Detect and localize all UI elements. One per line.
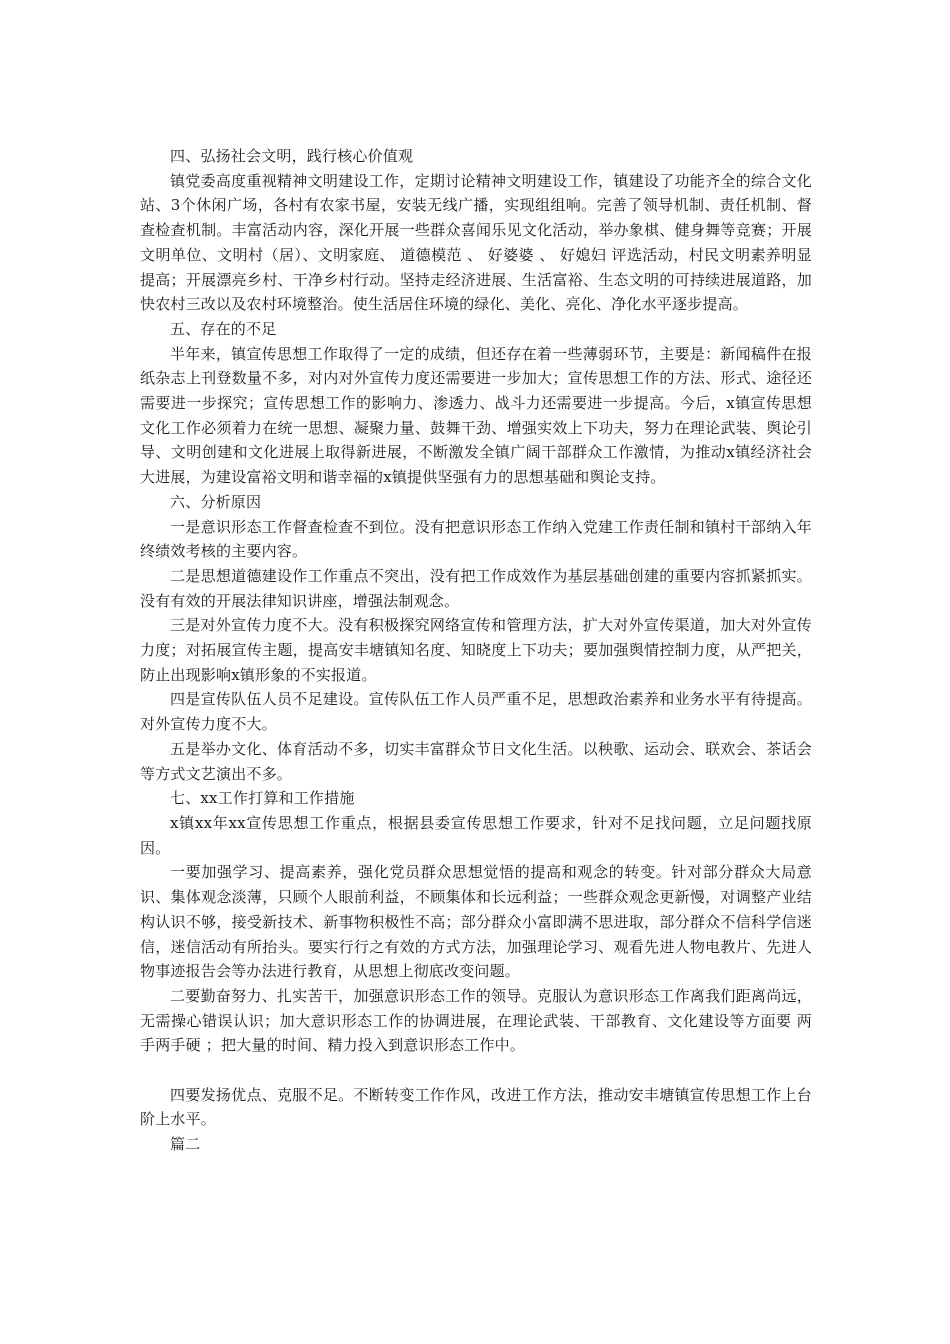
document-page [140, 144, 812, 1157]
section-heading-7: 七、xx工作打算和工作措施 [170, 789, 355, 808]
paragraph: 四要发扬优点、克服不足。不断转变工作作风，改进工作方法，推动安丰塘镇宣传思想工作上台阶上水平。 [140, 1085, 812, 1129]
blank-line [140, 1058, 812, 1083]
paragraph: 一是意识形态工作督查检查不到位。没有把意识形态工作纳入党建工作责任制和镇村干部纳入年终绩效考核的主要内容。 [140, 517, 812, 561]
paragraph: 四是宣传队伍人员不足建设。宣传队伍工作人员严重不足，思想政治素养和业务水平有待提高。对外宣传力度不大。 [140, 690, 812, 734]
paragraph: 五是举办文化、体育活动不多，切实丰富群众节日文化生活。以秧歌、运动会、联欢会、茶话会等方式文艺演出不多。 [140, 739, 812, 783]
paragraph: 半年来，镇宣传思想工作取得了一定的成绩，但还存在着一些薄弱环节，主要是：新闻稿件在报纸杂志上刊登数量不多，对内对外宣传力度还需要进一步加大；宣传思想工作的方法、形式、途径还需要进一步探究；宣传思想工作的影响力、渗透力、战斗力还需要进一步提高。今后，x镇宣传思想文化工作必须着力在统一思想、凝聚力量、鼓舞干劲、增强实效上下功夫，努力在理论武装、舆论引导、文明创建和文化进展上取得新进展，不断激发全镇广阔干部群众工作激情，为推动x镇经济社会大进展，为建设富裕文明和谐幸福的x镇提供坚强有力的思想基础和舆论支持。 [140, 344, 812, 487]
paragraph: 三是对外宣传力度不大。没有积极探究网络宣传和管理方法，扩大对外宣传渠道，加大对外宣传力度；对拓展宣传主题，提高安丰塘镇知名度、知晓度上下功夫；要加强舆情控制力度，从严把关，防止出现影响x镇形象的不实报道。 [140, 616, 812, 684]
paragraph: 镇党委高度重视精神文明建设工作，定期讨论精神文明建设工作，镇建设了功能齐全的综合文化站、3个休闲广场，各村有农家书屋，安装无线广播，实现组组响。完善了领导机制、责任机制、督查检查机制。丰富活动内容，深化开展一些群众喜闻乐见文化活动，举办象棋、健身舞等竞赛；开展文明单位、文明村（居）、文明家庭、 道德模范 、 好婆婆 、 好媳妇 评选活动，村民文明素养明显提高；开展漂亮乡村、干净乡村行动。坚持走经济进展、生活富裕、生态文明的可持续进展道路，加快农村三改以及农村环境整治。使生活居住环境的绿化、美化、亮化、净化水平逐步提高。 [140, 171, 812, 314]
paragraph: x镇xx年xx宣传思想工作重点，根据县委宣传思想工作要求，针对不足找问题，立足问题找原因。 [140, 813, 812, 857]
paragraph: 二要勤奋努力、扎实苦干，加强意识形态工作的领导。克服认为意识形态工作离我们距离尚远，无需操心错误认识；加大意识形态工作的协调进展，在理论武装、干部教育、文化建设等方面要 两手两手硬 ；把大量的时间、精力投入到意识形态工作中。 [140, 986, 812, 1055]
part-two-heading: 篇二 [170, 1135, 201, 1154]
section-heading-4: 四、弘扬社会文明，践行核心价值观 [170, 147, 414, 165]
section-heading-5: 五、存在的不足 [170, 319, 277, 338]
section-heading-6: 六、分析原因 [170, 492, 262, 511]
paragraph: 一要加强学习、提高素养，强化党员群众思想觉悟的提高和观念的转变。针对部分群众大局意识、集体观念淡薄，只顾个人眼前利益，不顾集体和长远利益；一些群众观念更新慢，对调整产业结构认识不够，接受新技术、新事物积极性不高；部分群众小富即满不思进取，部分群众不信科学信迷信，迷信活动有所抬头。要实行行之有效的方式方法，加强理论学习、观看先进人物电教片、先进人物事迹报告会等办法进行教育，从思想上彻底改变问题。 [140, 863, 812, 981]
paragraph: 二是思想道德建设作工作重点不突出，没有把工作成效作为基层基础创建的重要内容抓紧抓实。没有有效的开展法律知识讲座，增强法制观念。 [140, 566, 812, 610]
